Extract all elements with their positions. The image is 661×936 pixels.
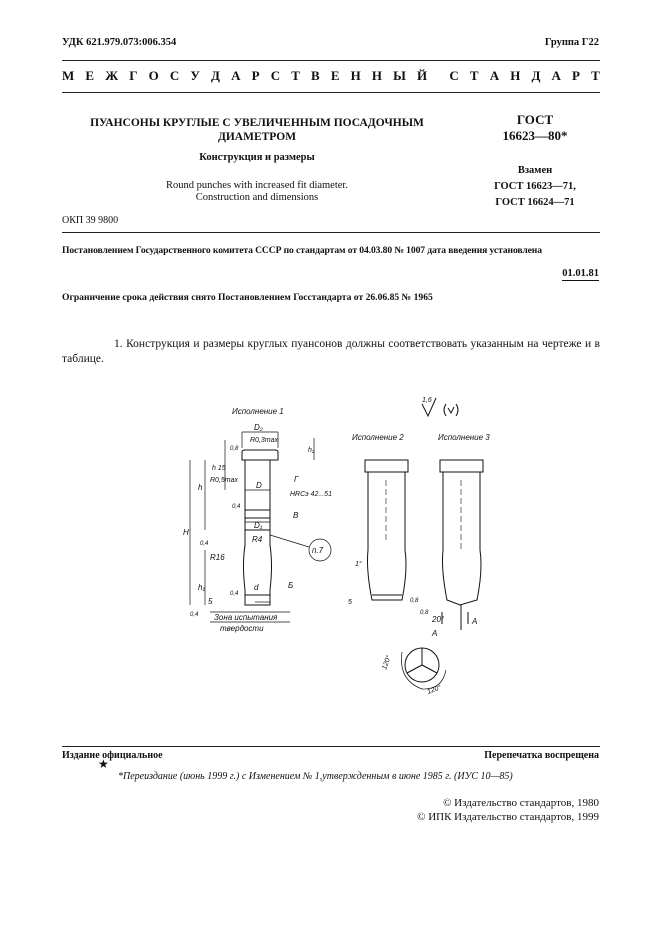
label-r05max: R0,5max [210, 477, 239, 484]
label-ra-04b: 0,4 [200, 541, 209, 547]
label-ra-08-v2: 0,8 [410, 598, 419, 604]
banner-letter: А [231, 68, 241, 83]
label-angle-1: 1° [355, 561, 362, 568]
paragraph-1: 1. Конструкция и размеры круглых пуансонов должны соответствовать указанным на чертеже и в таблице. [62, 338, 600, 365]
banner-letter: Н [350, 68, 361, 83]
reprint-prohibited: Перепечатка воспрещена [484, 750, 599, 761]
label-angle-120-a: 120° [381, 654, 393, 671]
label-r16: R16 [210, 553, 225, 562]
replaces-item-2: ГОСТ 16624—71 [495, 197, 575, 208]
interstate-standard-banner [62, 68, 600, 84]
banner-letter: Е [330, 68, 340, 83]
label-h1: h₁ [198, 583, 205, 592]
punch-version-2 [365, 460, 408, 600]
banner-letter: М [62, 68, 75, 83]
label-section-a-right: А [472, 617, 478, 626]
banner-rule [62, 92, 600, 93]
banner-letter: С [270, 68, 281, 83]
banner-letter: Ж [105, 68, 119, 83]
punch-drawing [150, 390, 520, 710]
banner-letter: Д [211, 68, 220, 83]
label-ra-04c: 0,4 [230, 591, 239, 597]
label-d2: D₂ [254, 423, 263, 432]
label-v: В [293, 511, 299, 520]
label-h15: h 15 [212, 465, 226, 472]
effective-date: 01.01.81 [562, 268, 599, 279]
label-zone-line-2: твердости [220, 624, 264, 633]
label-small-d: d [254, 583, 259, 592]
banner-letter: Д [531, 68, 541, 83]
label-d1: D₁ [254, 521, 263, 530]
banner-letter: А [551, 68, 561, 83]
label-five: 5 [208, 597, 213, 606]
reissue-footnote: *Переиздание (июнь 1999 г.) с Изменением № 1,утвержденным в июне 1985 г. (ИУС 10—85) [118, 771, 513, 782]
banner-letter: Р [572, 68, 580, 83]
document-subtitle: Конструкция и размеры [199, 152, 315, 163]
label-r03max: R0,3max [250, 437, 279, 444]
banner-letter: Г [129, 68, 138, 83]
official-edition: Издание официальное [62, 750, 163, 761]
label-ra-04d: 0,4 [190, 612, 199, 618]
label-five-v2: 5 [348, 599, 352, 606]
label-angle-120-b: 120° [426, 684, 443, 696]
label-ra-08-v3: 0,8 [420, 610, 429, 616]
label-angle-20: 20° [432, 615, 445, 624]
banner-letter: Н [371, 68, 382, 83]
udk-code: УДК 621.979.073:006.354 [62, 37, 177, 48]
copyright-1980: © Издательство стандартов, 1980 [443, 797, 599, 809]
label-h: h [198, 483, 203, 492]
star-icon: ★ [98, 757, 109, 771]
footer-rule [62, 746, 600, 747]
label-p7: п.7 [312, 546, 324, 555]
gost-number [470, 112, 600, 144]
banner-letter: Р [251, 68, 260, 83]
english-title-line-2: Construction and dimensions [195, 192, 319, 203]
version-1-label: Исполнение 1 [232, 407, 284, 416]
banner-letter: С [449, 68, 459, 83]
banner-letter: Е [85, 68, 95, 83]
label-ra-08: 0,8 [230, 446, 239, 452]
banner-letter: Т [591, 68, 600, 83]
banner-letter: У [190, 68, 200, 83]
decree-text: Постановлением Государственного комитета СССР по стандартам от 04.03.80 № 1007 дата введения установлена [62, 245, 542, 256]
banner-letter: Ы [393, 68, 406, 83]
replaces-label: Взамен [517, 165, 553, 176]
banner-letter: С [169, 68, 180, 83]
title-line-1: ПУАНСОНЫ КРУГЛЫЕ С УВЕЛИЧЕННЫМ ПОСАДОЧНЫМ [90, 117, 424, 129]
label-hardness: HRCэ 42...51 [290, 491, 332, 498]
label-big-h: H [183, 528, 189, 537]
okp-code: ОКП 39 9800 [62, 215, 119, 226]
version-3-label: Исполнение 3 [438, 433, 490, 442]
title-line-2: ДИАМЕТРОМ [217, 131, 297, 143]
banner-letter: Т [469, 68, 479, 83]
version-2-label: Исполнение 2 [352, 433, 404, 442]
replaces-item-1: ГОСТ 16623—71, [494, 181, 576, 192]
banner-letter: В [311, 68, 320, 83]
limit-text: Ограничение срока действия снято Постановлением Госстандарта от 26.06.85 № 1965 [62, 292, 433, 303]
copyright-1999: © ИПК Издательство стандартов, 1999 [417, 811, 599, 823]
banner-letter: Й [417, 68, 428, 83]
label-h2: h₂ [308, 447, 315, 454]
label-d: D [256, 481, 262, 490]
svg-text:1,6: 1,6 [422, 397, 432, 404]
label-section-a-left: А [432, 629, 438, 638]
section-a-a-view [401, 648, 446, 689]
punch-version-3 [440, 460, 483, 630]
top-rule [62, 60, 600, 61]
label-r4: R4 [252, 535, 263, 544]
english-title-line-1: Round punches with increased fit diameter. [166, 180, 348, 191]
replaces-block [470, 163, 600, 211]
banner-letter: Т [291, 68, 300, 83]
roughness-symbol [422, 397, 458, 416]
document-title [62, 116, 452, 144]
group-code: Группа Г22 [544, 37, 599, 48]
banner-letter: А [489, 68, 500, 83]
label-g: Г [294, 475, 299, 484]
english-title [62, 180, 452, 204]
label-b: Б [288, 581, 294, 590]
banner-letter: О [148, 68, 159, 83]
label-ra-04a: 0,4 [232, 504, 241, 510]
gost-code: 16623—80* [502, 128, 568, 143]
okp-rule [62, 232, 600, 233]
label-zone-line-1: Зона испытания [214, 613, 278, 622]
banner-letter: Н [510, 68, 521, 83]
gost-label: ГОСТ [516, 112, 554, 127]
